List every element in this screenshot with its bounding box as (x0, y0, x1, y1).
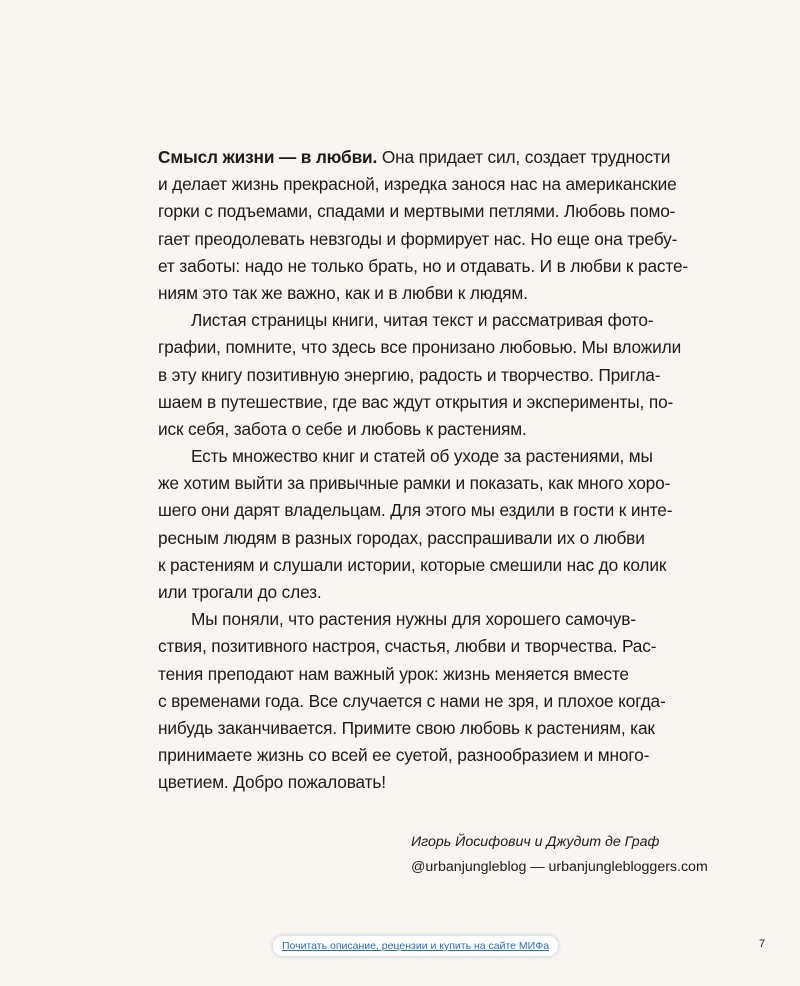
paragraph-line: иск себя, забота о себе и любовь к растениям. (158, 418, 527, 439)
paragraph-line: горки с подъемами, спадами и мертвыми петлями. Любовь помо- (158, 201, 676, 222)
paragraph-line: тения преподают нам важный урок: жизнь меняется вместе (158, 663, 629, 684)
paragraph-3 (158, 443, 706, 606)
paragraph-line: и делает жизнь прекрасной, изредка занося нас на американские (158, 174, 677, 195)
paragraph-lead: Смысл жизни — в любви. (158, 147, 378, 167)
paragraph-line: ствия, позитивного настроя, счастья, любви и творчества. Рас- (158, 636, 657, 657)
paragraph-4 (158, 606, 706, 796)
paragraph-line: нибудь заканчивается. Примите свою любовь к растениям, как (158, 717, 655, 738)
paragraph-line: принимаете жизнь со всей ее суетой, разнообразием и много- (158, 745, 650, 766)
paragraph-line: гает преодолевать невзгоды и формирует нас. Но еще она требу- (158, 228, 678, 249)
signature-links: @urbanjungleblog — urbanjunglebloggers.com (411, 859, 708, 875)
paragraph-line: или трогали до слез. (158, 582, 322, 602)
paragraph-1 (158, 144, 706, 307)
paragraph-line: шаем в путешествие, где вас ждут открытия и эксперименты, по- (158, 391, 674, 412)
signature-authors: Игорь Йосифович и Джудит де Граф (411, 834, 660, 850)
paragraph-line: к растениям и слушали истории, которые смешили нас до колик (158, 554, 667, 575)
mif-site-link[interactable]: Почитать описание, рецензии и купить на сайте МИФа (272, 935, 559, 957)
page-number: 7 (759, 938, 766, 950)
paragraph-line: Листая страницы книги, читая текст и рассматривая фото- (191, 310, 654, 331)
paragraph-line: с временами года. Все случается с нами не зря, и плохое когда- (158, 690, 666, 711)
paragraph-line: ниям это так же важно, как и в любви к людям. (158, 282, 528, 303)
paragraph-line: шего они дарят владельцам. Для этого мы ездили в гости к инте- (158, 500, 673, 521)
paragraph-2 (158, 307, 706, 443)
paragraph-line: графии, помните, что здесь все пронизано любовью. Мы вложили (158, 337, 682, 358)
paragraph-line: же хотим выйти за привычные рамки и показать, как много хоро- (158, 473, 671, 494)
paragraph-line: ет заботы: надо не только брать, но и отдавать. И в любви к расте- (158, 255, 689, 276)
paragraph-line: цветием. Добро пожаловать! (158, 772, 386, 793)
paragraph-line: Смысл жизни — в любви. Она придает сил, создает трудности (158, 147, 671, 167)
paragraph-line: Мы поняли, что растения нужны для хорошего самочув- (191, 609, 636, 630)
paragraph-line: в эту книгу позитивную энергию, радость и творчество. Пригла- (158, 364, 661, 385)
paragraph-line: Есть множество книг и статей об уходе за растениями, мы (191, 446, 653, 467)
paragraph-line: ресным людям в разных городах, расспрашивали их о любви (158, 527, 645, 548)
main-text (158, 144, 706, 797)
